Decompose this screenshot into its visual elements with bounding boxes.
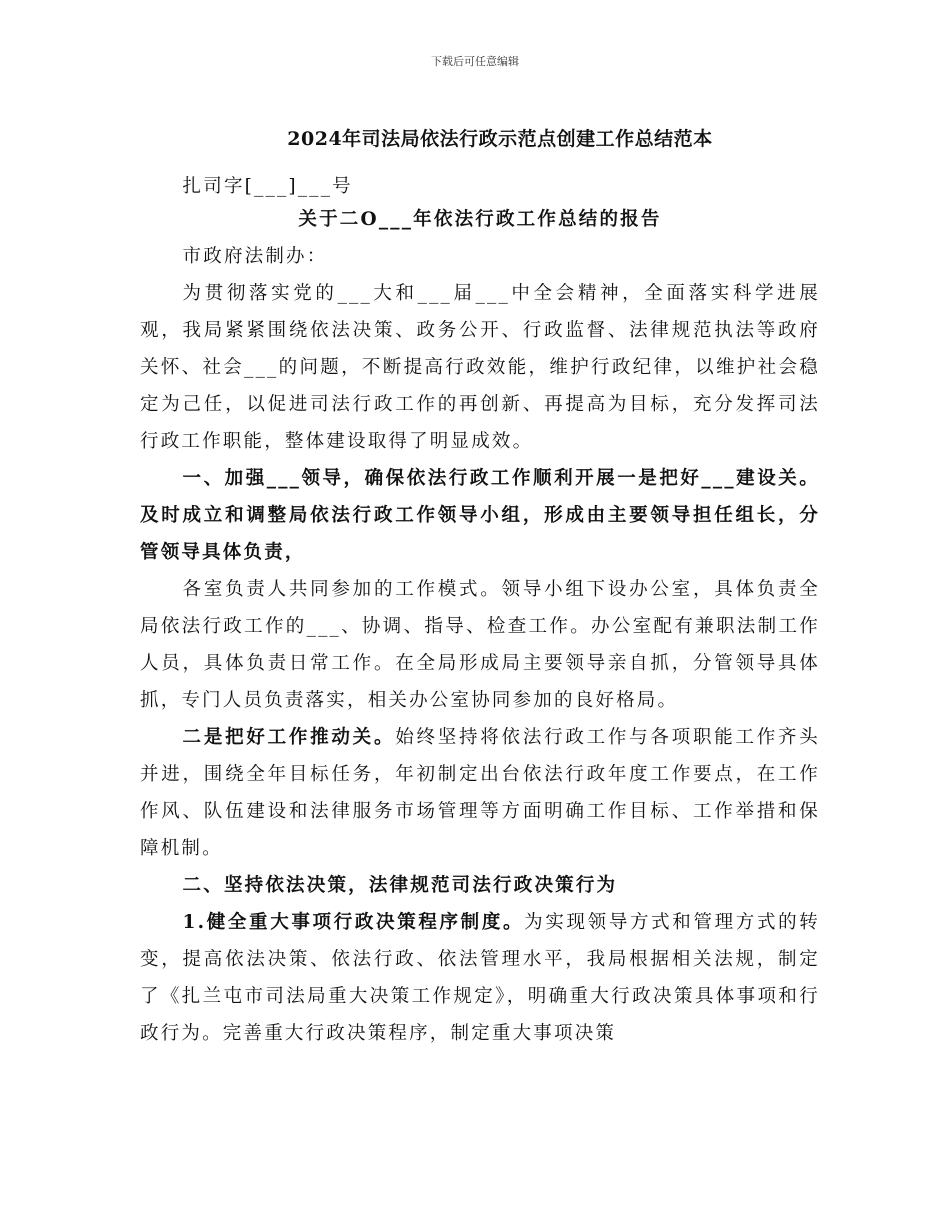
document-number: 扎司字[___]___号 [182,176,353,197]
section1-point2-lead: 二是把好工作推动关。 [182,727,396,748]
report-subtitle: 关于二O___年依法行政工作总结的报告 [298,209,662,230]
document-title: 2024年司法局依法行政示范点创建工作总结范本 [287,128,713,150]
recipient-line: 市政府法制办： [182,246,328,267]
page-header-note: 下载后可任意编辑 [431,55,519,68]
section2-heading: 二、坚持依法决策，法律规范司法行政决策行为 [182,875,618,896]
intro-paragraph: 为贯彻落实党的___大和___届___中全会精神，全面落实科学进展观，我局紧紧围绕依法决策、政务公开、行政监督、法律规范执法等政府关怀、社会___的问题，不断提高行政效能，维护行政纪律，以维护社会稳定为己任，以促进司法行政工作的再创新、再提高为目标，充分发挥司法行政工作职能，整体建设取得了明显成效。 [140,283,820,452]
section2-point1-text: 为实现领导方式和管理方式的转变，提高依法决策、依法行政、依法管理水平，我局根据相关法规，制定了《扎兰屯市司法局重大决策工作规定》，明确重大行政决策具体事项和行政行为。完善重大行政决策程序，制定重大事项决策 [140,912,820,1044]
section1-paragraph: 各室负责人共同参加的工作模式。领导小组下设办公室，具体负责全局依法行政工作的___、协调、指导、检查工作。办公室配有兼职法制工作人员，具体负责日常工作。在全局形成局主要领导亲自抓，分管领导具体抓，专门人员负责落实，相关办公室协同参加的良好格局。 [140,579,820,711]
section2-point1 [140,904,820,1052]
section1-heading: 一、加强___领导，确保依法行政工作顺利开展一是把好___建设关。及时成立和调整局依法行政工作领导小组，形成由主要领导担任组长，分管领导具体负责， [140,468,820,563]
document-body [140,168,820,1052]
section1-point2-text: 始终坚持将依法行政工作与各项职能工作齐头并进，围绕全年目标任务，年初制定出台依法行政年度工作要点，在工作作风、队伍建设和法律服务市场管理等方面明确工作目标、工作举措和保障机制。 [140,727,820,859]
section1-point2 [140,719,820,867]
section2-point1-lead: 1.健全重大事项行政决策程序制度。 [182,912,525,933]
